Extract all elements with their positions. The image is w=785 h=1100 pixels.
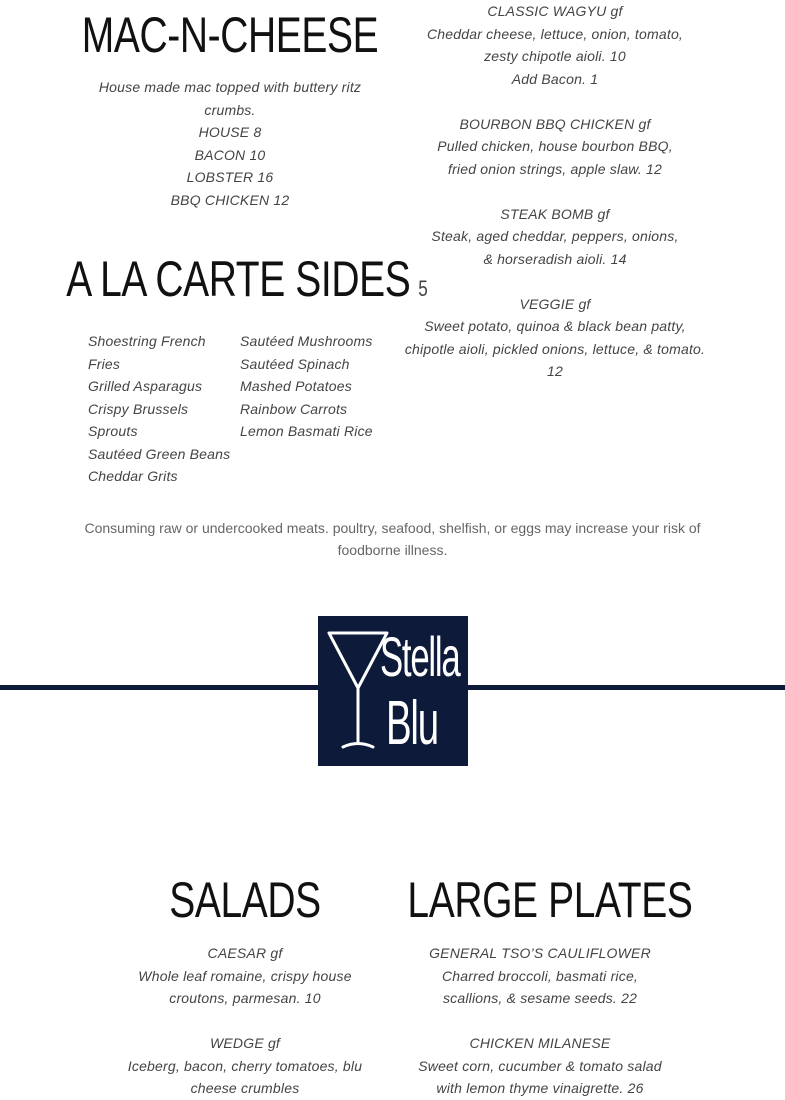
sides-list-left [88,330,238,488]
food-safety-disclaimer [20,517,765,561]
menu-line: chipotle aioli, pickled onions, lettuce, & tomato. [404,340,706,357]
menu-line: scallions, & sesame seeds. 22 [442,990,638,1006]
stella-blu-logo [318,616,468,766]
side-item: Lemon Basmati Rice [240,423,373,439]
mac-n-cheese-heading: MAC-N-CHEESE [81,7,379,63]
side-item: Mashed Potatoes [240,378,352,394]
menu-line: cheese crumbles [190,1080,300,1096]
menu-line: BACON 10 [194,146,266,163]
menu-item-name: GENERAL TSO’S CAULIFLOWER [429,945,651,961]
side-item: Sautéed Green Beans [88,445,231,462]
menu-line: BBQ CHICKEN 12 [170,191,290,208]
spacer [75,1010,415,1033]
spacer [385,90,725,113]
salads-list [75,942,415,1100]
menu-line: Charred broccoli, basmati rice, [441,967,639,984]
menu-item-name: VEGGIE gf [519,295,591,312]
disclaimer-line: Consuming raw or undercooked meats. poultry, seafood, shelfish, or eggs may increase your risk of [84,520,701,536]
large-plates-heading: LARGE PLATES [407,872,693,928]
menu-item-name: WEDGE gf [209,1035,281,1051]
disclaimer-line: foodborne illness. [337,542,448,558]
side-item: Sprouts [88,423,138,439]
menu-item-name: CAESAR gf [207,945,283,961]
menu-line: crumbs. [204,101,256,118]
menu-line: Pulled chicken, house bourbon BBQ, [437,138,673,154]
sides-list-right [240,330,400,443]
menu-line: & horseradish aioli. 14 [483,250,627,267]
logo-word-blu: Blu [386,689,438,758]
menu-line: with lemon thyme vinaigrette. 26 [436,1080,644,1096]
menu-line: zesty chipotle aioli. 10 [484,48,626,64]
side-item: Crispy Brussels [88,400,189,417]
side-item: Fries [88,355,121,372]
side-item: Shoestring French [88,333,206,349]
side-item: Cheddar Grits [88,468,178,484]
menu-line: LOBSTER 16 [186,169,274,185]
menu-line: House made mac topped with buttery ritz [98,79,362,95]
sides-price: 5 [418,276,428,301]
spacer [385,270,725,293]
menu-line: fried onion strings, apple slaw. 12 [447,160,662,177]
side-item: Rainbow Carrots [240,400,348,417]
sides-title: A LA CARTE SIDES [66,251,411,307]
menu-line: Cheddar cheese, lettuce, onion, tomato, [426,25,684,42]
mac-n-cheese-description [60,76,400,211]
menu-line: Iceberg, bacon, cherry tomatoes, blu [127,1057,363,1074]
spacer [385,180,725,203]
menu-item-name: STEAK BOMB gf [500,205,610,222]
menu-item-name: CHICKEN MILANESE [469,1035,611,1051]
menu-line: Add Bacon. 1 [511,70,599,87]
sides-heading [66,250,428,318]
menu-line: croutons, parmesan. 10 [169,990,321,1006]
menu-line: 12 [547,363,563,379]
menu-line: Sweet corn, cucumber & tomato salad [418,1057,662,1074]
menu-line: Whole leaf romaine, crispy house [138,967,352,984]
menu-item-name: CLASSIC WAGYU gf [487,3,623,19]
spacer [370,1010,710,1033]
large-plates-list [370,942,710,1100]
menu-item-name: BOURBON BBQ CHICKEN gf [459,115,651,132]
logo-word-stella: Stella [380,625,460,688]
menu-line: HOUSE 8 [198,124,262,140]
side-item: Grilled Asparagus [88,378,203,394]
menu-line: Sweet potato, quinoa & black bean patty, [424,318,686,334]
side-item: Sautéed Spinach [240,355,350,372]
burgers-list [385,0,725,383]
salads-heading: SALADS [169,872,321,928]
menu-line: Steak, aged cheddar, peppers, onions, [431,228,679,244]
side-item: Sautéed Mushrooms [240,333,373,349]
